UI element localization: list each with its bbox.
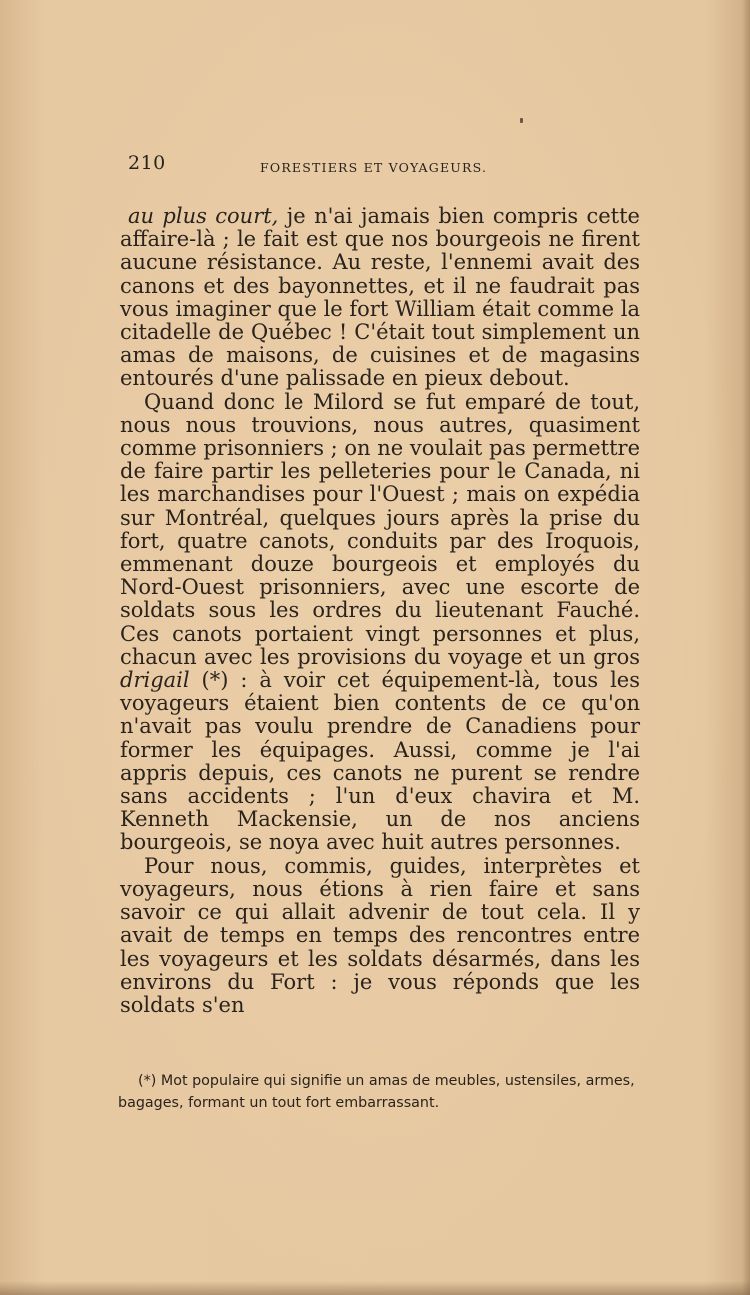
page-edge-shadow-bottom (0, 1281, 750, 1295)
footnote-text-block (118, 1070, 638, 1114)
footnote-text: Mot populaire qui signifie un amas de meubles, ustensiles, armes, bagages, formant un tout fort embarrassant. (118, 1073, 635, 1111)
footnote (118, 1070, 638, 1114)
page-edge-shadow-right (742, 0, 750, 1295)
italic-drigail: drigail (120, 668, 190, 693)
ink-speck (520, 118, 523, 123)
paragraph-1-text: je n'ai jamais bien compris cette affaire-là ; le fait est que nos bourgeois ne firent aucune résistance. Au reste, l'ennemi avait des canons et des bayonnettes, et il ne faudrait pas vous imaginer que le fort William était comme la citadelle de Québec ! C'était tout simplement un amas de maisons, de cuisines et de magasins entourés d'une palissade en pieux debout. (120, 204, 640, 391)
paragraph-3-text: Pour nous, commis, guides, interprètes et voyageurs, nous étions à rien faire et sans savoir ce qui allait advenir de tout cela. Il y avait de temps en temps des rencontres entre les voyageurs et les soldats désarmés, dans les environs du Fort : je vous réponds que les soldats s'en (120, 853, 640, 1017)
paragraph-2-text-before: Quand donc le Milord se fut emparé de tout, nous nous trouvions, nous autres, quasiment comme prisonniers ; on ne voulait pas permettre de faire partir les pelleteries pour le Canada, ni les marchandises pour l'Ouest ; mais on expédia sur Montréal, quelques jours après la prise du fort, quatre canots, conduits par des Iroquois, emmenant douze bourgeois et employés du Nord-Ouest prisonniers, avec une escorte de soldats sous les ordres du lieutenant Fauché. Ces canots portaient vingt personnes et plus, chacun avec les provisions du voyage et un gros (120, 389, 640, 669)
body-text (120, 205, 640, 1017)
paragraph-2 (120, 391, 640, 855)
footnote-marker: (*) (138, 1073, 157, 1089)
paragraph-1 (120, 205, 640, 391)
page-number: 210 (128, 152, 166, 174)
paragraph-2-text-after: (*) : à voir cet équipement-là, tous les voyageurs étaient bien contents de ce qu'on n'avait pas voulu prendre de Canadiens pour former les équipages. Aussi, comme je l'ai appris depuis, ces canots ne purent se rendre sans accidents ; l'un d'eux chavira et M. Kenneth Mackensie, un de nos anciens bourgeois, se noya avec huit autres personnes. (120, 668, 640, 855)
paragraph-3 (120, 855, 640, 1017)
italic-lead: au plus court, (128, 204, 279, 228)
running-title: FORESTIERS ET VOYAGEURS. (260, 160, 488, 175)
running-header (128, 152, 640, 182)
